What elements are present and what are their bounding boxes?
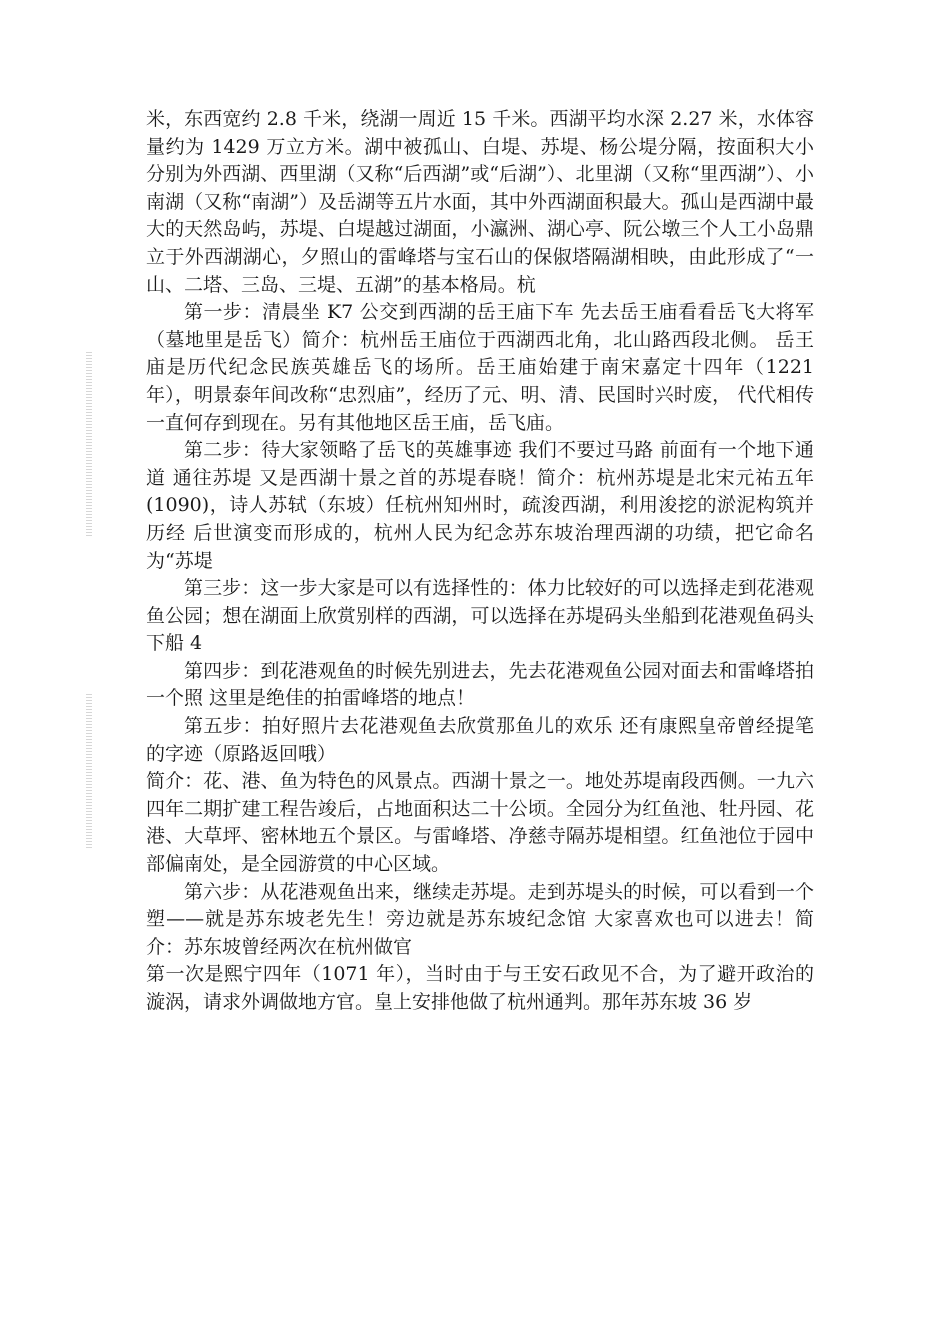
paragraph-step-3: 第三步：这一步大家是可以有选择性的：体力比较好的可以选择走到花港观鱼公园；想在湖面上欣赏别样的西湖，可以选择在苏堤码头坐船到花港观鱼码头下船 4 bbox=[146, 577, 814, 655]
paragraph-step-2: 第二步：待大家领略了岳飞的英雄事迹 我们不要过马路 前面有一个地下通道 通往苏堤 又是西湖十景之首的苏堤春晓！简介：杭州苏堤是北宋元祐五年(1090)，诗人苏轼（东坡）任杭州知州时，疏浚西湖，利用浚挖的淤泥构筑并历经 后世演变而形成的，杭州人民为纪念苏东坡治理西湖的功绩，把它命名为“苏堤 bbox=[146, 439, 814, 572]
paragraph-step-4: 第四步：到花港观鱼的时候先别进去，先去花港观鱼公园对面去和雷峰塔拍一个照 这里是绝佳的拍雷峰塔的地点！ bbox=[146, 659, 814, 710]
paragraph-huagang-intro: 简介：花、港、鱼为特色的风景点。西湖十景之一。地处苏堤南段西侧。一九六四年二期扩建工程告竣后，占地面积达二十公顷。全园分为红鱼池、牡丹园、花港、大草坪、密林地五个景区。与雷峰塔、净慈寺隔苏堤相望。红鱼池位于园中部偏南处，是全园游赏的中心区域。 bbox=[146, 770, 814, 876]
document-body bbox=[146, 106, 814, 1017]
margin-watermark-bottom bbox=[86, 694, 92, 850]
margin-watermark-top bbox=[86, 352, 92, 538]
paragraph-su-dongpo-first-term: 第一次是熙宁四年（1071 年），当时由于与王安石政见不合，为了避开政治的漩涡，请求外调做地方官。皇上安排他做了杭州通判。那年苏东坡 36 岁 bbox=[146, 963, 814, 1013]
paragraph-step-6: 第六步：从花港观鱼出来，继续走苏堤。走到苏堤头的时候，可以看到一个塑——就是苏东坡老先生！旁边就是苏东坡纪念馆 大家喜欢也可以进去！简介：苏东坡曾经两次在杭州做官 bbox=[146, 880, 814, 958]
paragraph-step-5: 第五步：拍好照片去花港观鱼去欣赏那鱼儿的欢乐 还有康熙皇帝曾经提笔的字迹（原路返回哦） bbox=[146, 715, 814, 765]
paragraph-west-lake-overview: 米，东西宽约 2.8 千米，绕湖一周近 15 千米。西湖平均水深 2.27 米，水体容量约为 1429 万立方米。湖中被孤山、白堤、苏堤、杨公堤分隔，按面积大小分别为外西湖、西里湖（又称“后西湖”或“后湖”）、北里湖（又称“里西湖”）、小南湖（又称“南湖”）及岳湖等五片水面，其中外西湖面积最大。孤山是西湖中最大的天然岛屿，苏堤、白堤越过湖面，小瀛洲、湖心亭、阮公墩三个人工小岛鼎立于外西湖湖心，夕照山的雷峰塔与宝石山的保俶塔隔湖相映，由此形成了“一山、二塔、三岛、三堤、五湖”的基本格局。杭 bbox=[146, 108, 814, 296]
paragraph-step-1: 第一步：清晨坐 K7 公交到西湖的岳王庙下车 先去岳王庙看看岳飞大将军（墓地里是岳飞）简介：杭州岳王庙位于西湖西北角，北山路西段北侧。 岳王庙是历代纪念民族英雄岳飞的场所。岳王庙始建于南宋嘉定十四年（1221 年），明景泰年间改称“忠烈庙”，经历了元、明、清、民国时兴时废， 代代相传一直何存到现在。另有其他地区岳王庙，岳飞庙。 bbox=[146, 301, 814, 434]
